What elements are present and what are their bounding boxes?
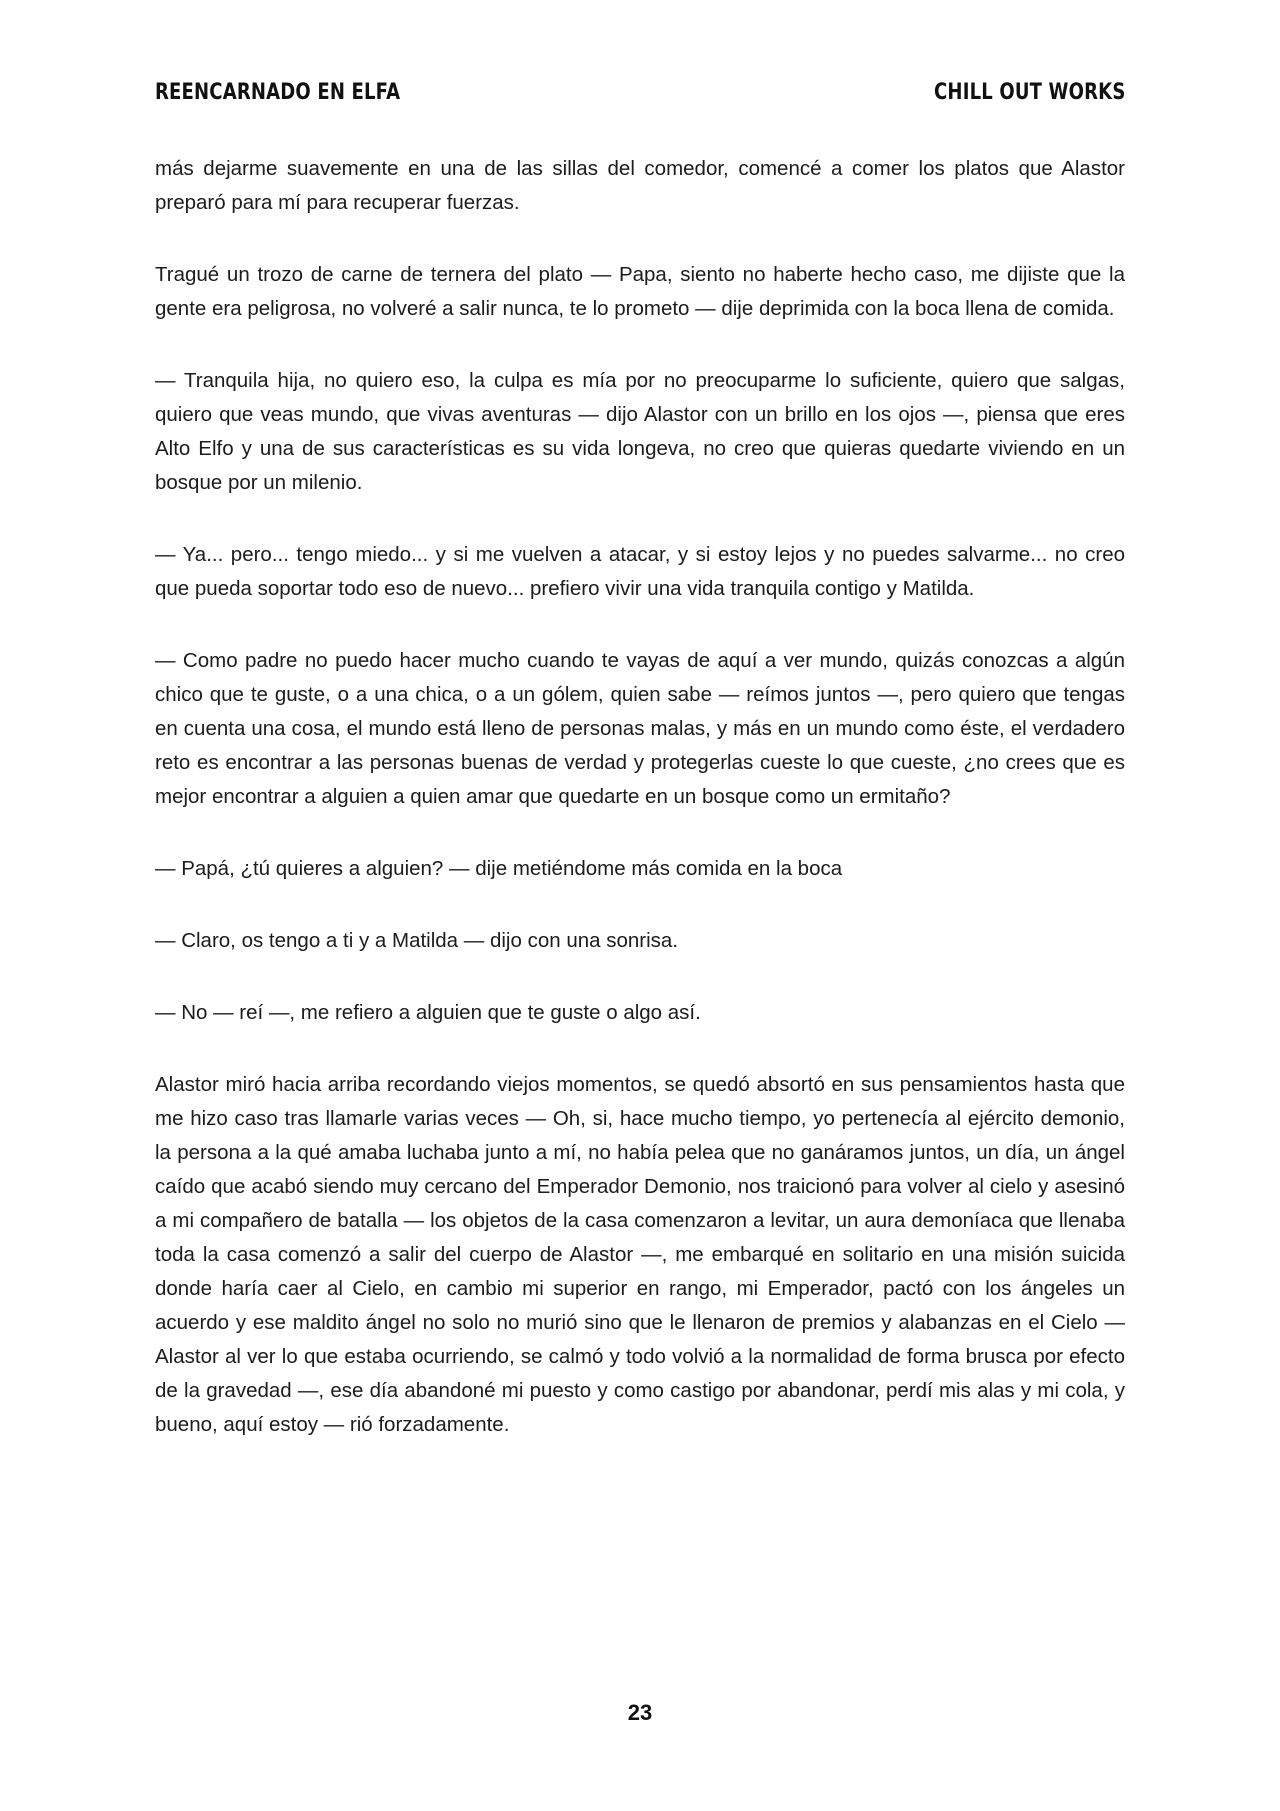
publisher-name: CHILL OUT WORKS <box>933 79 1125 105</box>
paragraph: — No — reí —, me refiero a alguien que te guste o algo así. <box>155 1001 701 1024</box>
book-title: REENCARNADO EN ELFA <box>155 79 401 105</box>
paragraph: — Claro, os tengo a ti y a Matilda — dijo con una sonrisa. <box>155 929 679 952</box>
page-body <box>155 152 1125 1480</box>
paragraph: — Como padre no puedo hacer mucho cuando te vayas de aquí a ver mundo, quizás conozcas a algún chico que te guste, o a una chica, o a un gólem, quien sabe — reímos juntos —, pero quiero que tengas en cuenta una cosa, el mundo está lleno de personas malas, y más en un mundo como éste, el verdadero reto es encontrar a las personas buenas de verdad y protegerlas cueste lo que cueste, ¿no crees que es mejor encontrar a alguien a quien amar que quedarte en un bosque como un ermitaño? <box>155 649 1125 808</box>
paragraph: más dejarme suavemente en una de las sillas del comedor, comencé a comer los platos que Alastor preparó para mí para recuperar fuerzas. <box>155 157 1125 214</box>
paragraph: — Tranquila hija, no quiero eso, la culpa es mía por no preocuparme lo suficiente, quiero que salgas, quiero que veas mundo, que vivas aventuras — dijo Alastor con un brillo en los ojos —, piensa que eres Alto Elfo y una de sus características es su vida longeva, no creo que quieras quedarte viviendo en un bosque por un milenio. <box>155 369 1125 494</box>
paragraph: — Ya... pero... tengo miedo... y si me vuelven a atacar, y si estoy lejos y no puedes salvarme... no creo que pueda soportar todo eso de nuevo... prefiero vivir una vida tranquila contigo y Matilda. <box>155 543 1125 600</box>
page-header <box>155 74 1125 110</box>
paragraph: Tragué un trozo de carne de ternera del plato — Papa, siento no haberte hecho caso, me dijiste que la gente era peligrosa, no volveré a salir nunca, te lo prometo — dije deprimida con la boca llena de comida. <box>155 263 1125 320</box>
paragraph: Alastor miró hacia arriba recordando viejos momentos, se quedó absortó en sus pensamientos hasta que me hizo caso tras llamarle varias veces — Oh, si, hace mucho tiempo, yo pertenecía al ejército demonio, la persona a la qué amaba luchaba junto a mí, no había pelea que no ganáramos juntos, un día, un ángel caído que acabó siendo muy cercano del Emperador Demonio, nos traicionó para volver al cielo y asesinó a mi compañero de batalla — los objetos de la casa comenzaron a levitar, un aura demoníaca que llenaba toda la casa comenzó a salir del cuerpo de Alastor —, me embarqué en solitario en una misión suicida donde haría caer al Cielo, en cambio mi superior en rango, mi Emperador, pactó con los ángeles un acuerdo y ese maldito ángel no solo no murió sino que le llenaron de premios y alabanzas en el Cielo — Alastor al ver lo que estaba ocurriendo, se calmó y todo volvió a la normalidad de forma brusca por efecto de la gravedad —, ese día abandoné mi puesto y como castigo por abandonar, perdí mis alas y mi cola, y bueno, aquí estoy — rió forzadamente. <box>155 1073 1125 1436</box>
paragraph: — Papá, ¿tú quieres a alguien? — dije metiéndome más comida en la boca <box>155 857 843 880</box>
page-number: 23 <box>627 1700 653 1725</box>
